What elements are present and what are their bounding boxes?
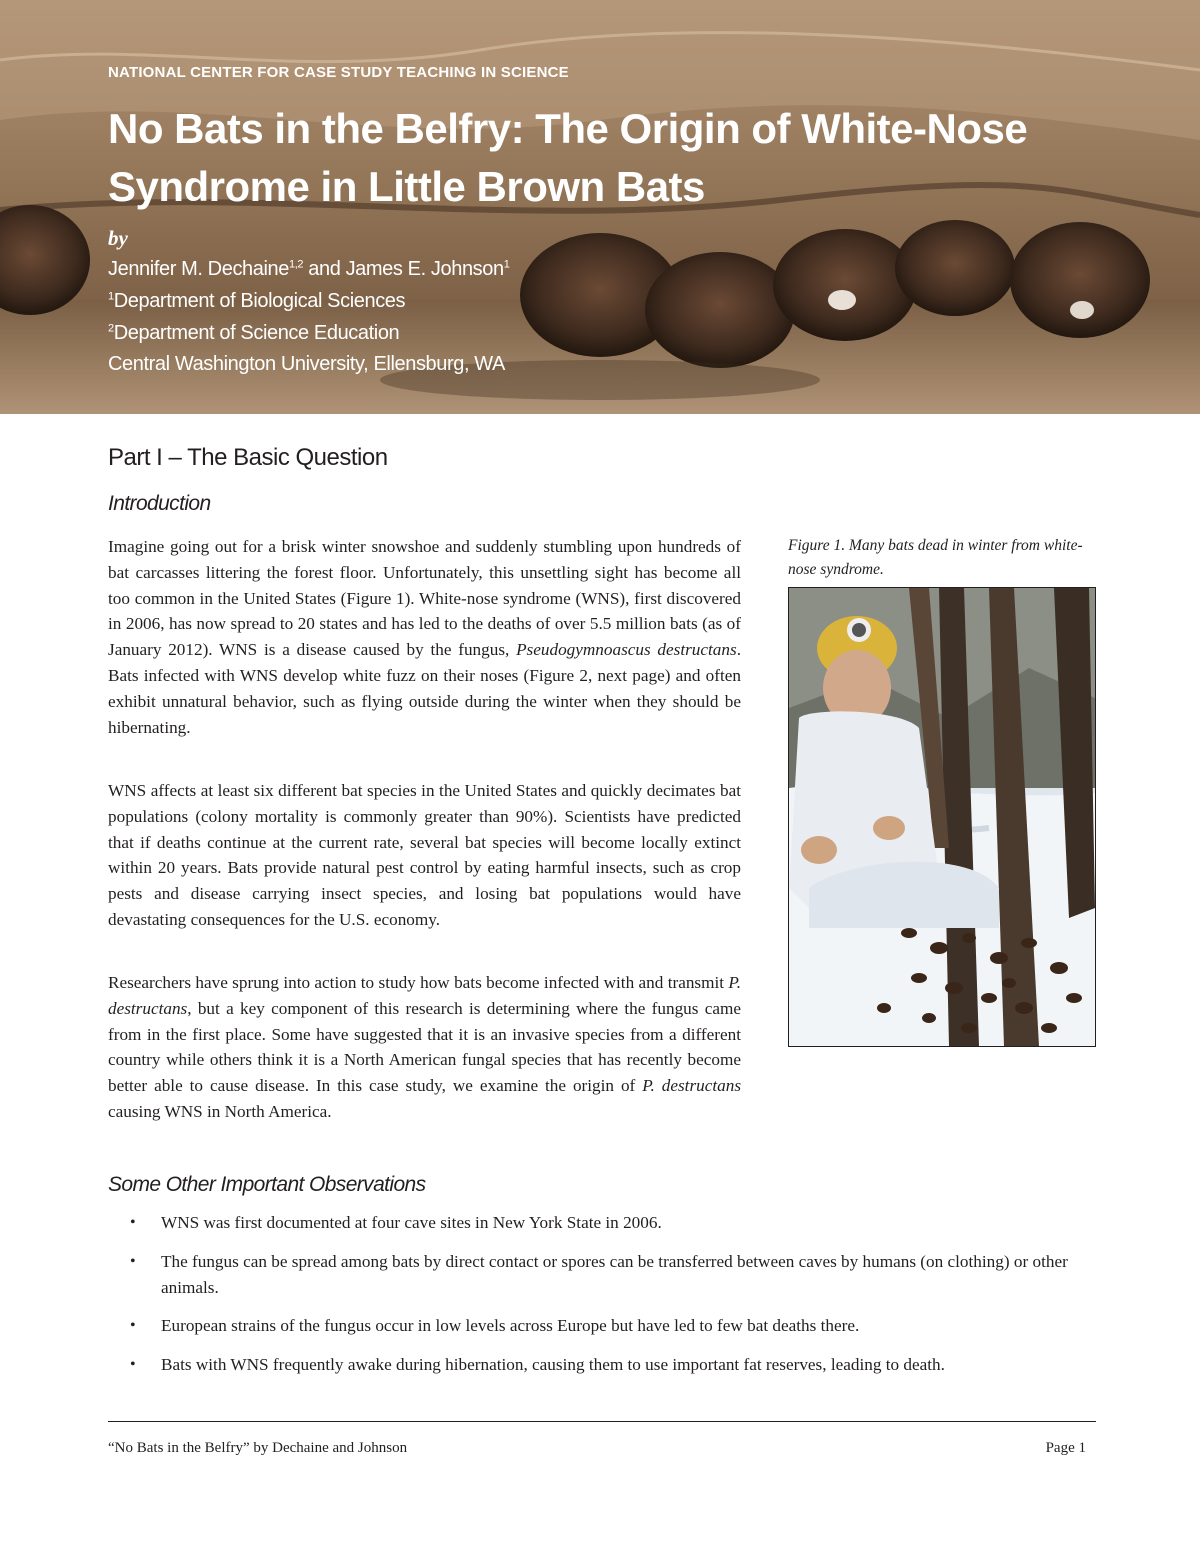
authors-line (108, 258, 509, 281)
header-banner (0, 0, 1200, 414)
bullet-icon: • (130, 1356, 136, 1374)
intro-paragraph-2: WNS affects at least six different bat species in the United States and quickly decimates bat populations (colony mortality is commonly greater than 90%). Scientists have predicted that if deaths continue at the current rate, several bat species will become locally extinct within 20 years. Bats provide natural pest control by eating harmful insects, such as crop pests and disease carrying insect species, and losing bat populations would have devastating consequences for the U.S. economy. (108, 781, 741, 929)
bullet-icon: • (130, 1252, 136, 1270)
list-item: • The fungus can be spread among bats by direct contact or spores can be transferred between caves by humans (on clothing) or other animals. (108, 1249, 1098, 1301)
affiliation-2: $^2$Department of Science Education (108, 322, 400, 344)
observations-heading: Some Other Important Observations (108, 1173, 426, 1196)
affiliation-1: $^1$Department of Biological Sciences (108, 290, 406, 312)
footer-citation: “No Bats in the Belfry” by Dechaine and Johnson (108, 1440, 408, 1456)
part-title: Part I – The Basic Question (108, 444, 388, 471)
intro-paragraph-3: Researchers have sprung into action to study how bats become infected with and transmit P. destructans, but a key component of this research is determining where the fungus came from in the first place. Some have suggested that it is an invasive species from a different country while others think it is a North American fungal species that has recently become better able to cause disease. In this case study, we examine the origin of P. destructans causing WNS in North America. (108, 973, 742, 1121)
author-2: and James E. Johnson (303, 258, 504, 280)
list-item: • Bats with WNS frequently awake during hibernation, causing them to use important fat reserves, leading to death. (108, 1352, 1098, 1378)
species-name: Pseudogymnoascus destructans (516, 640, 737, 660)
bullet-icon: • (130, 1317, 136, 1335)
author-1: Jennifer M. Dechaine (108, 258, 289, 280)
list-item: • WNS was first documented at four cave sites in New York State in 2006. (108, 1210, 1098, 1236)
bullet-icon: • (130, 1214, 136, 1231)
intro-paragraph-1: Imagine going out for a brisk winter snowshoe and suddenly stumbling upon hundreds of bat carcasses littering the forest floor. Unfortunately, this unsettling sight has become all too common in the United States (Figure 1). White-nose syndrome (WNS), first discovered in 2006, has now spread to 20 states and has led to the deaths of over 5.5 million bats (as of January 2012). WNS is a disease caused by the fungus, Pseudogymnoascus destructans. Bats infected with WNS develop white fuzz on their noses (Figure 2, next page) and often exhibit unnatural behavior, such as flying outside during the winter when they should be hibernating. (108, 537, 741, 737)
author-2-affiliations: 1 (503, 258, 510, 271)
author-1-affiliations: 1,2 (289, 258, 304, 271)
affiliation-3: Central Washington University, Ellensburg, WA (108, 353, 505, 375)
footer-divider (108, 1421, 1096, 1422)
page-number: Page 1 (1045, 1440, 1086, 1456)
species-name: P. destructans (642, 1076, 742, 1096)
researcher-snow-photo (789, 588, 1095, 1046)
introduction-heading: Introduction (108, 492, 211, 515)
org-name: NATIONAL CENTER FOR CASE STUDY TEACHING IN SCIENCE (108, 64, 569, 81)
list-item: • European strains of the fungus occur in low levels across Europe but have led to few bat deaths there. (108, 1313, 1098, 1339)
document-title: No Bats in the Belfry: The Origin of White-Nose Syndrome in Little Brown Bats (108, 105, 1028, 210)
observations-list (108, 1210, 1098, 1391)
figure-1-caption: Figure 1. Many bats dead in winter from white-nose syndrome. (788, 537, 1083, 578)
figure-1-photo (788, 587, 1096, 1047)
species-name: P. destructans (108, 973, 741, 1018)
by-label: by (108, 226, 128, 250)
